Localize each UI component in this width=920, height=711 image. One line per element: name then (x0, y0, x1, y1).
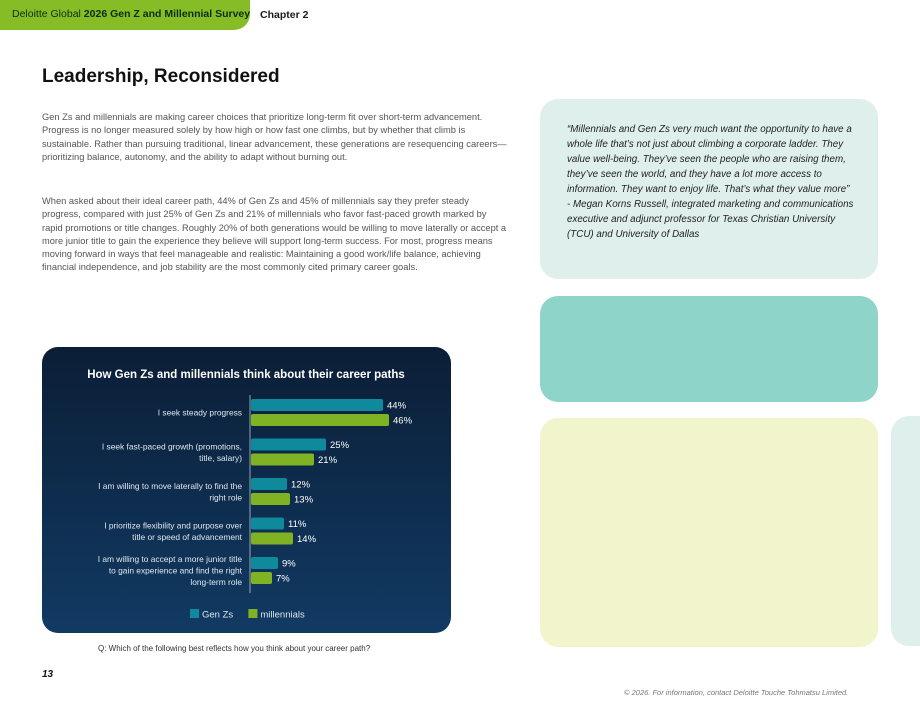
teal-decor-card (540, 296, 878, 402)
bar-millennials (251, 493, 290, 505)
category-label: title, salary) (199, 452, 242, 463)
data-label: 13% (294, 494, 314, 506)
body-paragraph-1: Gen Zs and millennials are making career choices that prioritize long-term fit over short-term advancement. Progress is no longer measured solely by how high or how fast one climbs, but by whether that climb is sustainable. Rather than pursuing traditional, linear advancement, these generations are resequencing careers—prioritizing balance, autonomy, and the ability to adapt without burning out. (42, 112, 507, 162)
header-brand (12, 8, 250, 20)
survey-question: Q: Which of the following best reflects how you think about your career path? (98, 644, 371, 653)
career-path-chart (42, 347, 451, 633)
quote-text: “Millennials and Gen Zs very much want the opportunity to have a whole life that’s not just about climbing a corporate ladder. They value well-being. They’ve seen the people who are raising them, they’ve seen the world, and they have a lot more access to information. They want to enjoy life. That’s what they value more” - Megan Korns Russell, integrated marketing and communications executive and adjunct professor for Texas Christian University (TCU) and University of Dallas (567, 124, 854, 240)
category-label: I am willing to move laterally to find the (98, 480, 242, 491)
chart-card (42, 347, 451, 633)
bar-gen-zs (251, 478, 287, 490)
body-paragraph-2: When asked about their ideal career path, 44% of Gen Zs and 45% of millennials say they prefer steady progress, compared with just 25% of Gen Zs and 21% of millennials who favor fast-paced growth marked by rapid promotions or title changes. Roughly 20% of both generations would be willing to move laterally or accept a more junior title to gain the experience they believe will support long-term success. For most, progress means moving forward in ways that feel manageable and realistic: Maintaining a good work/life balance, achieving financial independence, and job stability are the most commonly cited primary career goals. (42, 196, 507, 273)
data-label: 7% (276, 573, 290, 585)
yellow-decor-card (540, 418, 878, 647)
legend-swatch (190, 609, 199, 618)
data-label: 25% (330, 440, 350, 451)
chapter-label: Chapter 2 (260, 9, 309, 21)
brand-title: 2026 Gen Z and Millennial Survey (83, 8, 251, 20)
brand-prefix: Deloitte Global (12, 8, 81, 20)
category-label: to gain experience and find the right (108, 565, 242, 576)
chart-title: How Gen Zs and millennials think about their career paths (87, 369, 405, 381)
category-label: I seek fast-paced growth (promotions, (101, 441, 242, 452)
header-tab (0, 0, 250, 30)
legend-swatch (248, 609, 257, 618)
bar-millennials (251, 454, 314, 466)
data-label: 21% (318, 455, 338, 466)
category-label: I prioritize flexibility and purpose over (104, 520, 242, 531)
data-label: 44% (387, 400, 407, 412)
category-label: long-term role (190, 577, 242, 587)
data-label: 14% (297, 534, 317, 545)
side-decor-card (891, 416, 920, 646)
data-label: 11% (288, 519, 307, 530)
legend-label: Gen Zs (202, 609, 234, 621)
bar-gen-zs (251, 557, 278, 569)
bar-gen-zs (251, 439, 326, 451)
category-label: I seek steady progress (157, 407, 242, 418)
category-label: title or speed of advancement (132, 531, 242, 542)
data-label: 9% (282, 558, 296, 570)
bar-millennials (251, 533, 293, 545)
data-label: 12% (291, 479, 311, 491)
page-number: 13 (42, 669, 54, 680)
legend-label: millennials (260, 609, 305, 621)
data-label: 46% (393, 415, 413, 427)
category-label: I am willing to accept a more junior title (97, 554, 242, 564)
footer-copyright: © 2026. For information, contact Deloitte Touche Tohmatsu Limited. (624, 688, 849, 697)
bar-gen-zs (251, 399, 383, 411)
category-label: right role (209, 492, 242, 503)
bar-millennials (251, 572, 272, 584)
bar-gen-zs (251, 518, 284, 530)
page-title: Leadership, Reconsidered (42, 66, 280, 87)
bar-millennials (251, 414, 389, 426)
